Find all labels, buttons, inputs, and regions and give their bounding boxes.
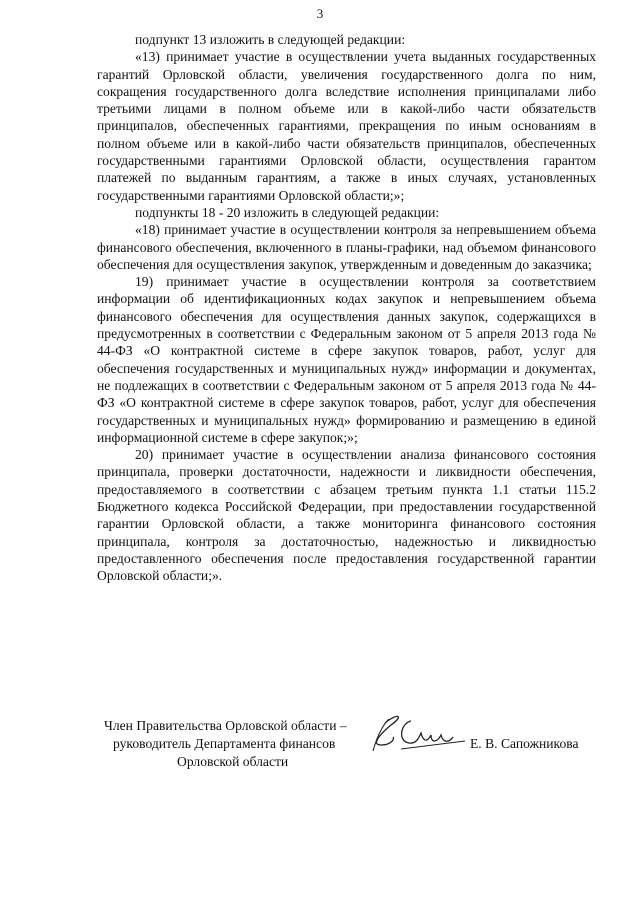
signature-block	[0, 717, 640, 777]
page-number: 3	[316, 6, 324, 21]
paragraph-subpoint-13: «13) принимает участие в осуществлении учета выданных государственных гарантий Орловской области, увеличения государственного долга по ним, сокращения государственного долга вследствие исполнения принципалами либо третьими лицами в полном объеме или в какой-либо части обязательств принципалов, обеспеченных гарантиями, прекращения по иным основаниям в полном объеме или в какой-либо части обязательств принципалов, обеспеченных государственными гарантиями Орловской области, осуществления гарантом платежей по выданным гарантиям, а также в иных случаях, установленных государственными гарантиями Орловской области;»;	[97, 49, 596, 203]
document-body	[97, 31, 596, 585]
signatory-position-line3: Орловской области	[177, 754, 289, 769]
paragraph-subpoint-20: 20) принимает участие в осуществлении анализа финансового состояния принципала, проверки достаточности, надежности и ликвидности обеспечения, предоставляемого в соответствии с абзацем третьим пункта 1.1 статьи 115.2 Бюджетного кодекса Российской Федерации, при предоставлении государственной гарантии Орловской области, а также мониторинга финансового состояния принципала, контроля за достаточностью, надежностью и ликвидностью предоставленного обеспечения после предоставления государственной гарантии Орловской области;».	[97, 447, 596, 584]
paragraph-subpoint-13-intro: подпункт 13 изложить в следующей редакции:	[135, 32, 406, 47]
signatory-name: Е. В. Сапожникова	[470, 736, 579, 751]
paragraph-subpoints-18-20-intro: подпункты 18 - 20 изложить в следующей редакции:	[135, 204, 440, 220]
signatory-position-line1: Член Правительства Орловской области –	[104, 718, 347, 733]
paragraph-subpoint-18: «18) принимает участие в осуществлении контроля за непревышением объема финансового обеспечения, включенного в планы-графики, над объемом финансового обеспечения для осуществления закупок, утвержденным и доведенным до заказчика;	[97, 222, 596, 272]
signatory-position-line2: руководитель Департамента финансов	[113, 736, 336, 751]
handwritten-signature-icon	[365, 711, 470, 761]
paragraph-subpoint-19: 19) принимает участие в осуществлении контроля за соответствием информации об идентификационных кодах закупок и непревышением объема финансового обеспечения для осуществления данных закупок, содержащихся в предусмотренных в соответствии с Федеральным законом от 5 апреля 2013 года № 44-ФЗ «О контрактной системе в сфере закупок товаров, работ, услуг для обеспечения государственных и муниципальных нужд» информации и документах, не подлежащих в соответствии с Федеральным законом от 5 апреля 2013 года № 44-ФЗ «О контрактной системе в сфере закупок товаров, работ, услуг для обеспечения государственных и муниципальных нужд» формированию и размещению в единой информационной системе в сфере закупок;»;	[97, 274, 596, 445]
